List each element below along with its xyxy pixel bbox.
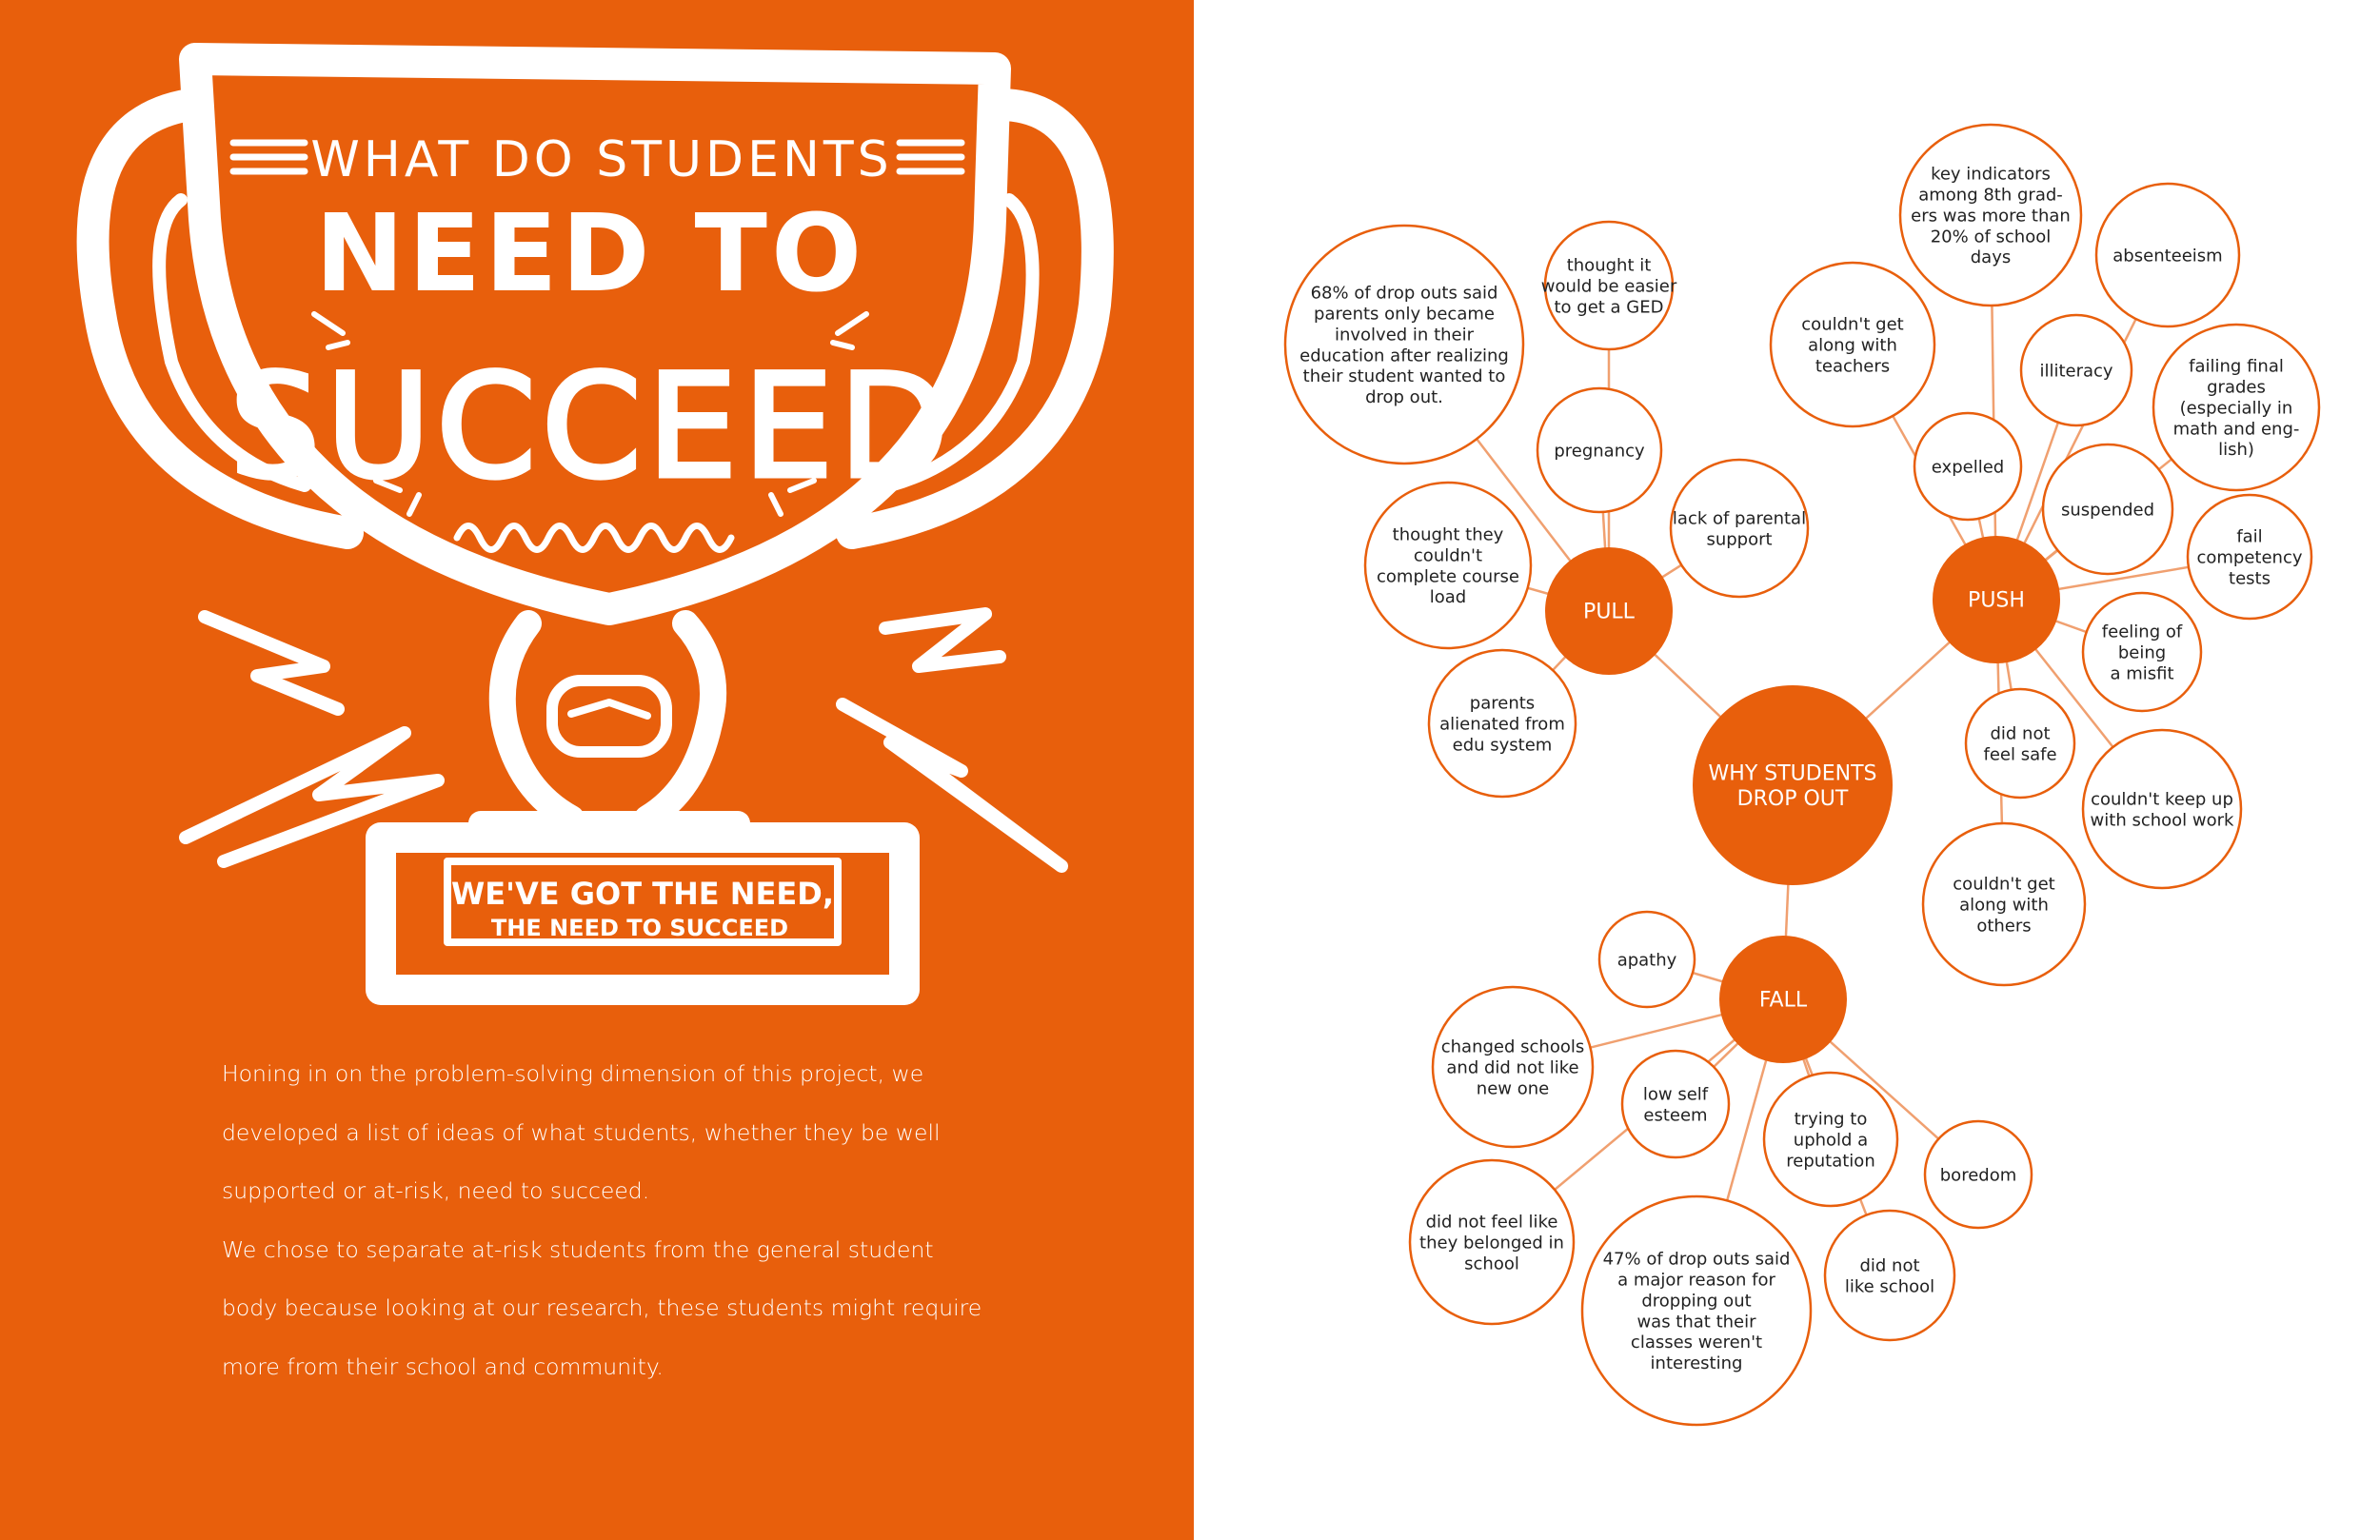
- pull-node-label: lack of parental supportlack of parental support: [1672, 508, 1807, 550]
- fall-node-label: boredomboredom: [1939, 1165, 2017, 1186]
- body-paragraph: Honing in on the problem-solving dimension of this project, we developed a list of ideas of what students, whether they be well supported or at-risk, need to succeed.: [222, 1060, 941, 1204]
- fall-node-label: low self esteemlow self esteem: [1642, 1084, 1709, 1126]
- hub-pull-label: PULLPULL: [1583, 600, 1635, 624]
- mindmap-nodes: [1285, 125, 2319, 1425]
- hub-push-label: PUSHPUSH: [1968, 588, 2025, 613]
- pull-node-label: pregnancypregnancy: [1554, 441, 1645, 462]
- pull-node-label: parents alienated from edu systemparents alienated from edu system: [1439, 693, 1565, 756]
- body-paragraph: We chose to separate at-risk students from the general student body because looking at our research, these students might require more from their school and community.: [222, 1235, 982, 1380]
- fall-node-label: did not feel like they belonged in schooldid not feel like they belonged in school: [1419, 1212, 1564, 1274]
- heading-line-1: WHAT DO STUDENTS: [310, 131, 893, 188]
- heading-line-3: SUCCEED: [229, 345, 955, 510]
- push-node-label: illiteracyilliteracy: [2039, 361, 2113, 382]
- hub-fall-label: FALLFALL: [1758, 988, 1808, 1013]
- pull-node-label: thought they couldn't complete course loadthought they couldn't complete course load: [1377, 524, 1519, 608]
- heading-line-2: NEED TO: [314, 192, 866, 316]
- push-node-label: couldn't keep up with school workcouldn't keep up with school work: [2090, 789, 2234, 831]
- push-node-label: feeling of being a misfitfeeling of being a misfit: [2101, 622, 2183, 684]
- push-node-label: suspendedsuspended: [2061, 500, 2154, 521]
- push-node-label: fail competency testsfail competency tests: [2196, 526, 2303, 589]
- plaque-line-1: WE'VE GOT THE NEED,: [451, 876, 834, 912]
- pull-node-label: 68% of drop outs said parents only became involved in their education after realizing their student wanted to drop out.68% of drop outs said parents only became involved in their education after realizing their student wanted to drop out.: [1299, 283, 1509, 408]
- fall-node-label: trying to uphold a reputationtrying to uphold a reputation: [1786, 1109, 1875, 1172]
- fall-node-label: 47% of drop outs said a major reason for dropping out was that their classes weren't interesting47% of drop outs said a major reason for dropping out was that their classes weren't interesting: [1602, 1249, 1791, 1374]
- push-node-label: expelledexpelled: [1931, 457, 2005, 478]
- push-node-label: key indicators among 8th grad-ers was more than 20% of school dayskey indicators among 8th graders was more than 20% of school days: [1911, 164, 2071, 268]
- push-node-label: did not feel safedid not feel safe: [1983, 723, 2057, 765]
- push-node-label: couldn't get along with otherscouldn't get along with others: [1953, 874, 2055, 937]
- push-node-label: failing final grades (especially in math and eng-lish)failing final grades (especially in math and english): [2172, 356, 2300, 461]
- plaque-line-2: THE NEED TO SUCCEED: [490, 915, 789, 941]
- push-node-label: absenteeismabsenteeism: [2112, 246, 2223, 267]
- fall-node-label: did not like schooldid not like school: [1844, 1255, 1935, 1297]
- fall-node-label: apathyapathy: [1616, 950, 1677, 971]
- push-node-label: couldn't get along with teacherscouldn't get along with teachers: [1801, 314, 1904, 377]
- fall-node-label: changed schools and did not like new onechanged schools and did not like new one: [1440, 1037, 1585, 1099]
- pull-node-label: thought it would be easier to get a GEDthought it would be easier to get a GED: [1540, 255, 1677, 318]
- center-node-label: WHY STUDENTS DROP OUTWHY STUDENTS DROP OUT: [1708, 761, 1877, 812]
